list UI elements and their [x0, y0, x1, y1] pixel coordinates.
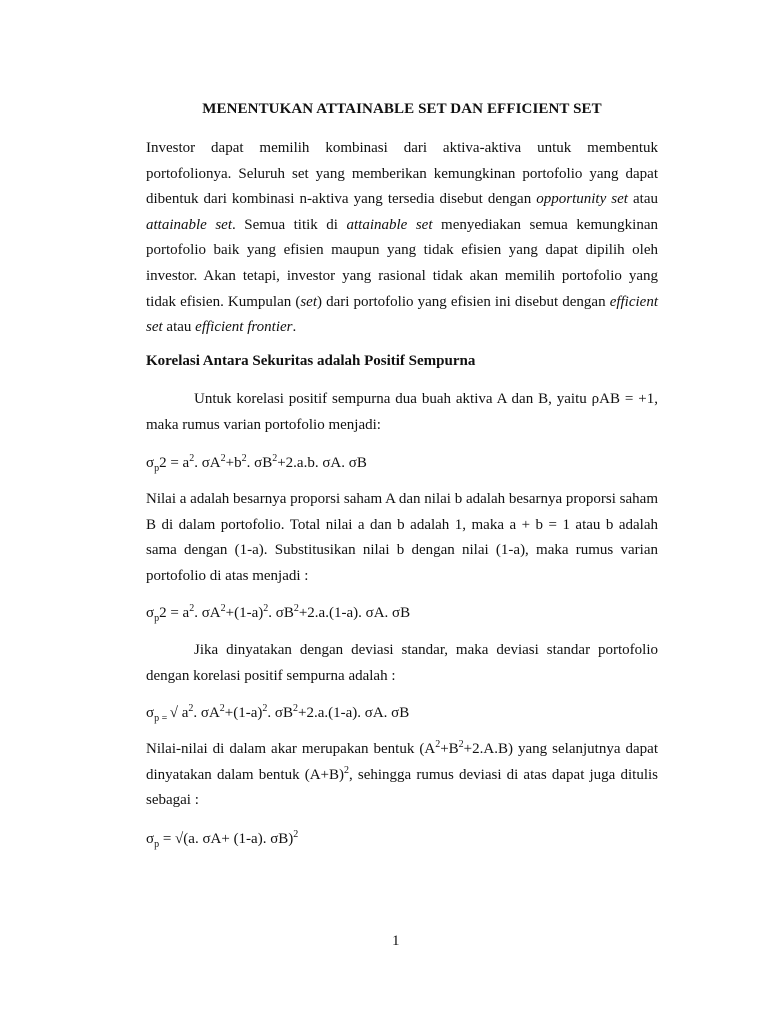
- paragraph-std-deviation: Jika dinyatakan dengan deviasi standar, maka deviasi standar portofolio dengan korelasi positif sempurna adalah :: [146, 642, 658, 684]
- italic-term: attainable set: [346, 216, 433, 233]
- paragraph-correlation: Untuk korelasi positif sempurna dua buah aktiva A dan B, yaitu ρAB = +1, maka rumus varian portofolio menjadi:: [146, 391, 658, 433]
- paragraph-root-form: Nilai-nilai di dalam akar merupakan bentuk $(A^2+B^2+2.A.B)$ yang selanjutnya dapat dinyatakan dalam bentuk $(A+B)^2$, sehingga rumus deviasi di atas dapat juga ditulis sebagai :: [146, 739, 658, 809]
- text-run: .: [292, 319, 297, 336]
- page-number: 1: [392, 933, 400, 949]
- italic-term: opportunity set: [536, 191, 628, 208]
- text-run: atau: [162, 319, 196, 336]
- text-run: . Semua titik di: [232, 216, 347, 233]
- intro-paragraph: [146, 136, 658, 341]
- document-title: MENENTUKAN ATTAINABLE SET DAN EFFICIENT SET: [202, 101, 602, 117]
- paragraph-proportion: Nilai a adalah besarnya proporsi saham A dan nilai b adalah besarnya proporsi saham B di dalam portofolio. Total nilai a dan b adalah 1, maka a + b = 1 atau b adalah sama dengan (1-a). Substitusikan nilai b dengan nilai (1-a), maka rumus varian portofolio di atas menjadi :: [146, 491, 658, 584]
- italic-term: efficient set: [146, 293, 658, 336]
- formula-final: $\sigma_p = √(a$. σA+ (1-a). σB)$^2$: [146, 829, 299, 850]
- italic-term: efficient frontier: [195, 319, 293, 336]
- text-run: ) dari portofolio yang efisien ini disebut dengan: [317, 293, 610, 310]
- formula-std-deviation: $\sigma_{p =}$ √ $a^2$. $\sigma A^2+(1-a)^2$. $\sigma B^2+2.a.(1-a)$. σA. σB: [146, 703, 410, 724]
- text-run: menyediakan semua kemungkinan portofolio baik yang efisien maupun yang tidak efisien yang dapat dipilih oleh investor. Akan tetapi, investor yang rasional tidak akan memilih portofolio yang tidak efisien. Kumpulan (: [146, 216, 658, 310]
- italic-term: attainable set: [146, 216, 233, 233]
- text-run: atau: [627, 191, 658, 208]
- italic-term: set: [300, 293, 317, 310]
- formula-variance: $\sigma_p2 = a^2$. $\sigma A^2+b^2$. $\sigma B^2+2.a.b$. σA. σB: [146, 453, 367, 474]
- text-run: Investor dapat memilih kombinasi dari aktiva-aktiva untuk membentuk portofolionya. Seluruh set yang memberikan kemungkinan portofolio yang dapat dibentuk dari kombinasi n-aktiva yang tersedia disebut dengan: [146, 140, 658, 208]
- section-heading: Korelasi Antara Sekuritas adalah Positif Sempurna: [146, 353, 476, 369]
- formula-variance-substituted: $\sigma_p2 = a^2$. $\sigma A^2+(1-a)^2$. $\sigma B^2+2.a.(1-a)$. σA. σB: [146, 603, 411, 624]
